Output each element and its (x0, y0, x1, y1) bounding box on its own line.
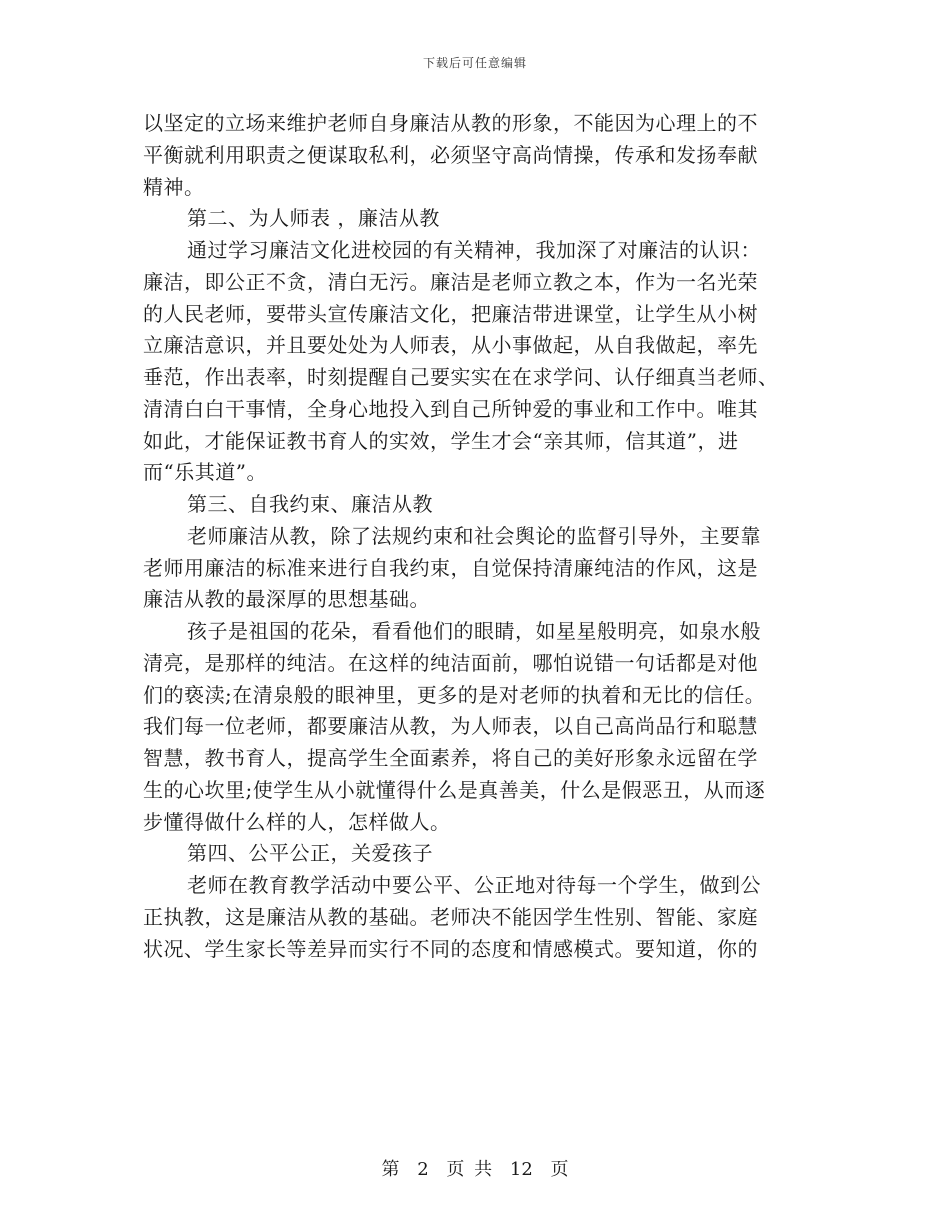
footer-mid: 页 共 (446, 1159, 493, 1180)
text-line: 如此，才能保证教书育人的实效，学生才会“亲其师，信其道”，进 (143, 428, 739, 453)
page-footer (0, 1155, 950, 1181)
text-line: 精神。 (143, 174, 205, 199)
text-line: 生的心坎里;使学生从小就懂得什么是真善美，什么是假恶丑，从而逐 (143, 777, 766, 802)
footer-total-pages: 12 (509, 1159, 533, 1180)
text-line: 老师用廉洁的标准来进行自我约束，自觉保持清廉纯洁的作风，这是 (143, 555, 758, 580)
text-line: 状况、学生家长等差异而实行不同的态度和情感模式。要知道，你的 (143, 936, 758, 961)
text-line: 清清白白干事情，全身心地投入到自己所钟爱的事业和工作中。唯其 (143, 396, 758, 421)
text-line: 步懂得做什么样的人，怎样做人。 (143, 809, 451, 834)
text-line: 以坚定的立场来维护老师自身廉洁从教的形象，不能因为心理上的不 (143, 111, 758, 135)
section-heading: 第二、为人师表 ，廉洁从教 (187, 206, 440, 231)
text-line: 老师在教育教学活动中要公平、公正地对待每一个学生，做到公 (187, 873, 761, 897)
text-line: 立廉洁意识，并且要处处为人师表，从小事做起，从自我做起，率先 (143, 333, 758, 358)
footer-prefix: 第 (381, 1159, 400, 1180)
footer-current-page: 2 (417, 1159, 429, 1180)
text-line: 而“乐其道”。 (143, 460, 267, 485)
text-line: 平衡就利用职责之便谋取私利，必须坚守高尚情操，传承和发扬奉献 (143, 142, 758, 167)
text-line: 们的亵渎;在清泉般的眼神里，更多的是对老师的执着和无比的信任。 (143, 682, 766, 707)
text-line: 垂范，作出表率，时刻提醒自己要实实在在求学问、认仔细真当老师、 (143, 365, 779, 389)
text-line: 老师廉洁从教，除了法规约束和社会舆论的监督引导外，主要靠 (187, 523, 761, 548)
section-heading: 第四、公平公正，关爱孩子 (187, 841, 433, 866)
text-line: 通过学习廉洁文化进校园的有关精神，我加深了对廉洁的认识： (187, 238, 761, 262)
footer-suffix: 页 (550, 1159, 569, 1180)
text-line: 廉洁，即公正不贪，清白无污。廉洁是老师立教之本，作为一名光荣 (143, 269, 758, 294)
text-line: 的人民老师，要带头宣传廉洁文化，把廉洁带进课堂，让学生从小树 (143, 301, 758, 326)
document-body (143, 108, 808, 965)
text-line: 我们每一位老师，都要廉洁从教，为人师表，以自己高尚品行和聪慧 (143, 714, 758, 739)
page-header: 下载后可任意编辑 (422, 56, 527, 70)
text-line: 正执教，这是廉洁从教的基础。老师决不能因学生性别、智能、家庭 (143, 904, 758, 929)
text-line: 孩子是祖国的花朵，看看他们的眼睛，如星星般明亮，如泉水般 (187, 619, 761, 643)
section-heading: 第三、自我约束、廉洁从教 (187, 492, 433, 516)
text-line: 智慧，教书育人，提高学生全面素养，将自己的美好形象永远留在学 (143, 746, 758, 770)
text-line: 清亮，是那样的纯洁。在这样的纯洁面前，哪怕说错一句话都是对他 (143, 650, 758, 675)
text-line: 廉洁从教的最深厚的思想基础。 (143, 587, 430, 612)
